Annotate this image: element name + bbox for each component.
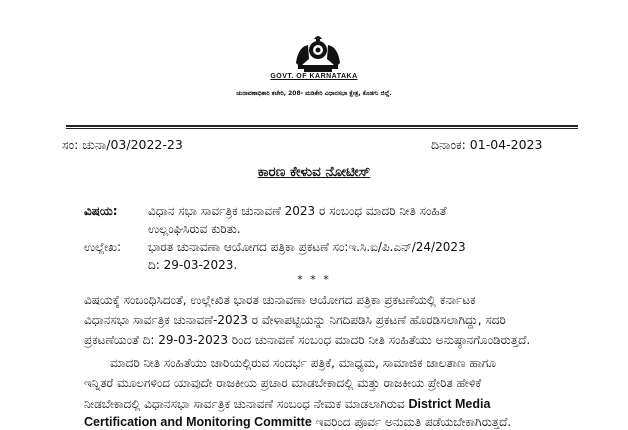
- office-title: ಚುನಾವಣಾಧಿಕಾರಿ ಕಚೇರಿ, 208- ಮಡಿಕೇರಿ ವಿಧಾನಸಭಾ ಕ್ಷೇತ್ರ, ಕೊಡಗು ಜಿಲ್ಲೆ.: [236, 90, 392, 97]
- notice-heading: ಕಾರಣ ಕೇಳುವ ನೋಟೀಸ್: [257, 164, 371, 180]
- committee-name-part-2: Certification and Monitoring Committe: [84, 415, 312, 429]
- header-divider-thin: [66, 128, 578, 129]
- notice-date: ದಿನಾಂಕ: 01-04-2023: [431, 137, 543, 152]
- section-separator: * * *: [297, 273, 331, 286]
- committee-name-part-1: District Media: [408, 397, 491, 411]
- govt-label: GOVT. OF KARNATAKA: [270, 73, 358, 80]
- subject-line-1: ವಿಧಾನ ಸಭಾ ಸಾರ್ವತ್ರಿಕ ಚುನಾವಣೆ 2023 ರ ಸಂಬಂಧ ಮಾದರಿ ನೀತಿ ಸಂಹಿತೆ: [148, 204, 447, 218]
- body-paragraph-2-line-4-kannada: ಇವರಿಂದ ಪೂರ್ವ ಅನುಮತಿ ಪಡೆಯಬೇಕಾಗಿರುತ್ತದೆ.: [315, 415, 512, 429]
- body-paragraph-1-line-2: ವಿಧಾನಸಭಾ ಸಾರ್ವತ್ರಿಕ ಚುನಾವಣೆ-2023 ರ ವೇಳಾಪಟ್ಟಿಯನ್ನು ನಿಗದಿಪಡಿಸಿ ಪ್ರಕಟಣೆ ಹೊರಡಿಸಲಾಗಿದ್ದು, ಸದರಿ: [84, 313, 506, 327]
- body-paragraph-2-line-1: ಮಾದರಿ ನೀತಿ ಸಂಹಿತೆಯು ಜಾರಿಯಲ್ಲಿರುವ ಸಂದರ್ಭ ಪತ್ರಿಕೆ, ಮಾಧ್ಯಮ, ಸಾಮಾಜಿಕ ಜಾಲತಾಣ ಹಾಗೂ: [110, 356, 497, 370]
- body-paragraph-2-line-2: ಇನ್ನಿತರೆ ಮೂಲಗಳಿಂದ ಯಾವುದೇ ರಾಜಕೀಯ ಪ್ರಚಾರ ಮಾಡಬೇಕಾದಲ್ಲಿ ಮತ್ತು ರಾಜಕೀಯ ಪ್ರೇರಿತ ಹೇಳಿಕೆ: [84, 376, 482, 390]
- body-paragraph-1-line-1: ವಿಷಯಕ್ಕೆ ಸಂಬಂಧಿಸಿದಂತೆ, ಉಲ್ಲೇಖಿತ ಭಾರತ ಚುನಾವಣಾ ಆಯೋಗದ ಪತ್ರಿಕಾ ಪ್ರಕಟಣೆಯಲ್ಲಿ ಕರ್ನಾಟಕ: [84, 293, 476, 307]
- reference-label: ಉಲ್ಲೇಖ:: [84, 240, 122, 254]
- karnataka-emblem-icon: [290, 33, 346, 73]
- body-paragraph-2-line-3-kannada: ನೀಡಬೇಕಾದಲ್ಲಿ ವಿಧಾನಸಭಾ ಸಾರ್ವತ್ರಿಕ ಚುನಾವಣೆ ಸಂಬಂಧ ನೇಮಕ ಮಾಡಲಾಗಿರುವ: [84, 397, 405, 411]
- body-paragraph-2-line-3: [84, 397, 490, 412]
- subject-line-2: ಉಲ್ಲಂಘಿಸಿರುವ ಕುರಿತು.: [148, 222, 241, 236]
- body-paragraph-2-line-4: [84, 415, 511, 430]
- reference-number: ಸಂ: ಚುನಾ/03/2022-23: [62, 137, 183, 152]
- subject-label: ವಿಷಯ:: [84, 204, 118, 218]
- body-paragraph-1-line-3: ಪ್ರಕಟಣೆಯಂತೆ ದಿ: 29-03-2023 ರಿಂದ ಚುನಾವಣೆ ಸಂಬಂಧ ಮಾದರಿ ನೀತಿ ಸಂಹಿತೆಯು ಅನುಷ್ಠಾನಗೊಂಡಿರುತ್ತದೆ.: [84, 333, 531, 347]
- reference-line-1: ಭಾರತ ಚುನಾವಣಾ ಆಯೋಗದ ಪತ್ರಿಕಾ ಪ್ರಕಟಣೆ ಸಂ:ಇ.ಸಿ.ಐ/ಪಿ.ಎನ್/24/2023: [148, 240, 466, 254]
- header-divider: [66, 125, 578, 127]
- reference-line-2: ದಿ: 29-03-2023.: [148, 258, 238, 272]
